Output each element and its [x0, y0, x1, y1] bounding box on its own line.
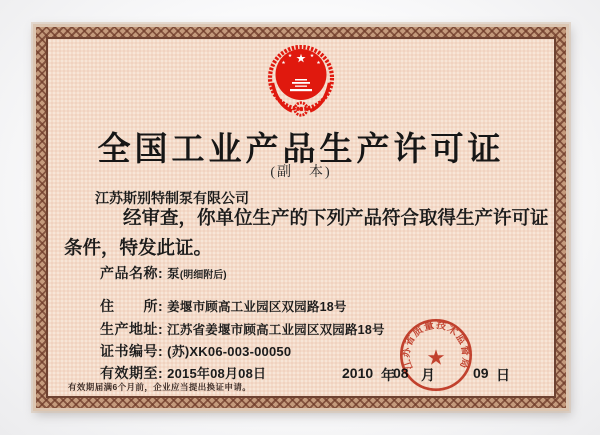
field-product-name: [100, 263, 227, 283]
statement-line-2: 条件，特发此证。: [64, 237, 213, 258]
product-name-value: 泵: [167, 267, 180, 281]
certificate-number-value: (苏)XK06-003-00050: [167, 344, 292, 359]
statement-line-1: 经审查，你单位生产的下列产品符合取得生产许可证: [123, 207, 549, 228]
address-value: 姜堰市顾高工业园区双园路18号: [167, 300, 347, 314]
certificate-subtitle: (副 本): [270, 165, 332, 180]
china-national-emblem-icon: [266, 45, 336, 123]
production-address-label: 生产地址:: [100, 321, 164, 337]
product-name-value-suffix: (明细附后): [179, 270, 227, 281]
product-name-label: 产品名称:: [100, 265, 164, 281]
address-label: 住 所:: [100, 298, 164, 314]
seal-text: 江苏省质量技术监督局: [401, 319, 472, 372]
field-production-address: [100, 319, 385, 339]
valid-until-value: 2015年08月08日: [167, 366, 267, 381]
field-address: [100, 296, 347, 316]
issue-date-month: 08: [393, 365, 409, 381]
certificate-content: [36, 27, 566, 408]
issue-date-day: 09: [473, 365, 489, 381]
certificate: [33, 24, 569, 411]
renewal-note: 有效期届满6个月前，企业应当提出换证申请。: [68, 382, 252, 392]
seal-star: [428, 349, 444, 364]
field-valid-until: [100, 363, 266, 383]
field-certificate-number: [100, 341, 291, 361]
issue-date-year: 2010: [342, 365, 374, 381]
production-address-value: 江苏省姜堰市顾高工业园区双园路18号: [167, 323, 385, 337]
issue-date-month-unit: 月: [421, 369, 435, 384]
issue-date-year-unit: 年: [381, 369, 395, 384]
valid-until-label: 有效期至:: [100, 365, 164, 381]
certificate-number-label: 证书编号:: [100, 343, 164, 359]
company-name: 江苏斯别特制泵有限公司: [95, 190, 249, 206]
certificate-title: 全国工业产品生产许可证: [97, 130, 505, 167]
official-seal-icon: [398, 317, 474, 393]
issue-date-day-unit: 日: [496, 369, 510, 384]
